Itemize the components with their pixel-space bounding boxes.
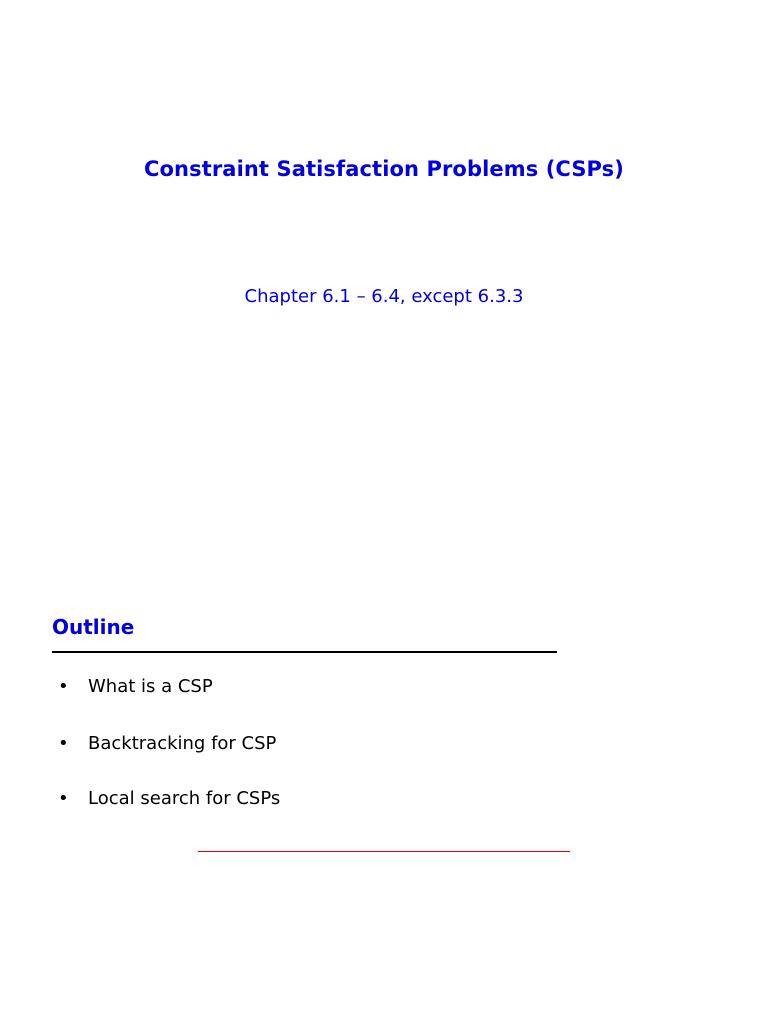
outline-divider	[52, 651, 557, 653]
bullet-icon: •	[58, 788, 69, 809]
list-item	[58, 733, 276, 754]
list-item-label: What is a CSP	[88, 676, 213, 697]
chapter-subtitle: Chapter 6.1 – 6.4, except 6.3.3	[244, 286, 524, 307]
list-item	[58, 788, 280, 809]
bullet-icon: •	[58, 733, 69, 754]
list-item	[58, 676, 213, 697]
list-item-label: Local search for CSPs	[88, 788, 281, 809]
slide-title: Constraint Satisfaction Problems (CSPs)	[144, 157, 624, 181]
page-separator	[198, 851, 570, 852]
outline-heading: Outline	[52, 615, 135, 639]
bullet-icon: •	[58, 676, 69, 697]
list-item-label: Backtracking for CSP	[88, 733, 277, 754]
